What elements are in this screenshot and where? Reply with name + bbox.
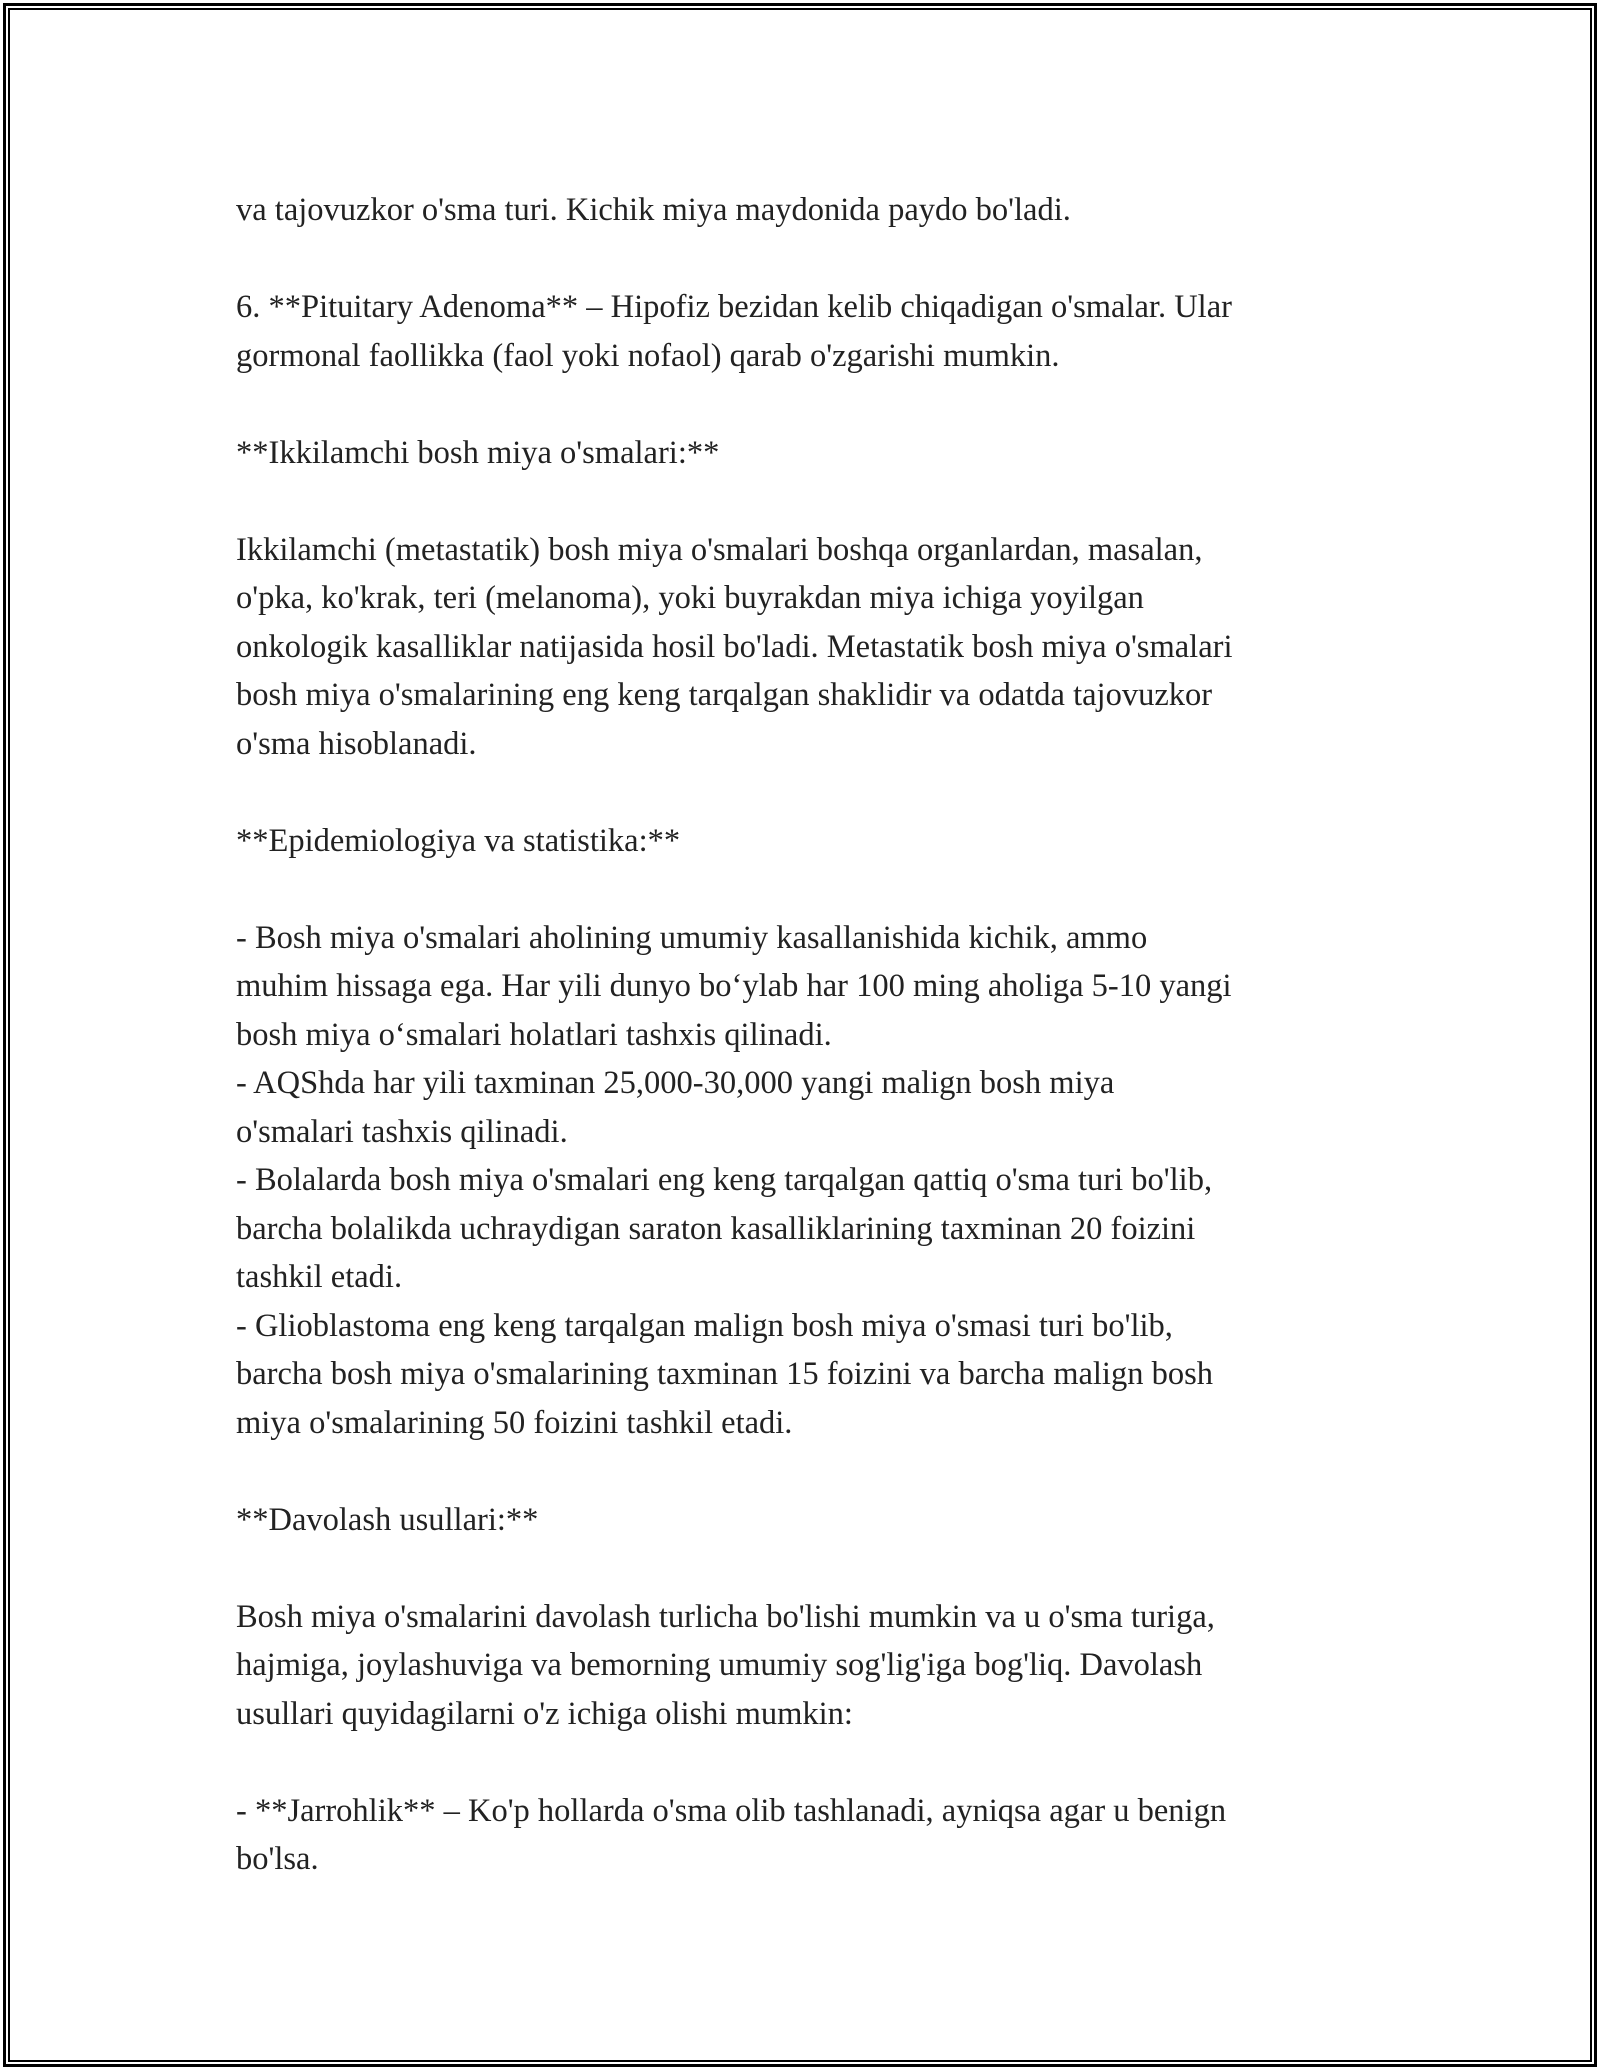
paragraph	[236, 1593, 1376, 1739]
text-line: bosh miya o‘smalari holatlari tashxis qilinadi.	[236, 1016, 832, 1053]
text-line: - AQShda har yili taxminan 25,000-30,000 yangi malign bosh miya	[236, 1065, 1115, 1101]
text-line: **Ikkilamchi bosh miya o'smalari:**	[236, 434, 720, 471]
text-line: o'smalari tashxis qilinadi.	[236, 1113, 568, 1150]
text-line: muhim hissaga ega. Har yili dunyo bo‘ylab har 100 ming aholiga 5-10 yangi	[236, 968, 1232, 1004]
section-heading-epidemiology	[236, 817, 1376, 866]
text-line: onkologik kasalliklar natijasida hosil bo'ladi. Metastatik bosh miya o'smalari	[236, 628, 1233, 665]
text-line: o'sma hisoblanadi.	[236, 725, 477, 762]
text-line: - **Jarrohlik** – Ko'p hollarda o'sma olib tashlanadi, ayniqsa agar u benign	[236, 1792, 1227, 1829]
text-line: o'pka, ko'krak, teri (melanoma), yoki buyrakdan miya ichiga yoyilgan	[236, 580, 1144, 616]
text-line: barcha bosh miya o'smalarining taxminan 15 foizini va barcha malign bosh	[236, 1356, 1213, 1392]
text-line: bosh miya o'smalarining eng keng tarqalgan shaklidir va odatda tajovuzkor	[236, 677, 1213, 713]
text-line: barcha bolalikda uchraydigan saraton kasalliklarining taxminan 20 foizini	[236, 1210, 1196, 1247]
text-line: - Glioblastoma eng keng tarqalgan malign bosh miya o'smasi turi bo'lib,	[236, 1307, 1173, 1344]
text-line: va tajovuzkor o'sma turi. Kichik miya maydonida paydo bo'ladi.	[236, 192, 1071, 228]
text-line: hajmiga, joylashuviga va bemorning umumiy sog'lig'iga bog'liq. Davolash	[236, 1647, 1203, 1683]
text-line: gormonal faollikka (faol yoki nofaol) qarab o'zgarishi mumkin.	[236, 337, 1060, 374]
text-line: Ikkilamchi (metastatik) bosh miya o'smalari boshqa organlardan, masalan,	[236, 531, 1203, 568]
text-line: - Bosh miya o'smalari aholining umumiy kasallanishida kichik, ammo	[236, 919, 1148, 956]
text-line: bo'lsa.	[236, 1841, 319, 1877]
statistics-list	[236, 914, 1376, 1448]
list-item-surgery	[236, 1787, 1376, 1884]
section-heading-treatment	[236, 1496, 1376, 1545]
text-line: tashkil etadi.	[236, 1259, 403, 1295]
text-line: - Bolalarda bosh miya o'smalari eng keng tarqalgan qattiq o'sma turi bo'lib,	[236, 1162, 1213, 1198]
text-line: usullari quyidagilarni o'z ichiga olishi mumkin:	[236, 1695, 853, 1732]
paragraph	[236, 186, 1376, 235]
paragraph	[236, 526, 1376, 769]
list-item-pituitary-adenoma	[236, 283, 1376, 380]
text-line: Bosh miya o'smalarini davolash turlicha bo'lishi mumkin va u o'sma turiga,	[236, 1598, 1215, 1635]
section-heading-secondary-tumors	[236, 429, 1376, 478]
document-body	[236, 186, 1376, 1884]
text-line: miya o'smalarining 50 foizini tashkil etadi.	[236, 1404, 793, 1441]
text-line: 6. **Pituitary Adenoma** – Hipofiz bezidan kelib chiqadigan o'smalar. Ular	[236, 289, 1232, 325]
text-line: **Epidemiologiya va statistika:**	[236, 822, 681, 859]
text-line: **Davolash usullari:**	[236, 1501, 539, 1538]
